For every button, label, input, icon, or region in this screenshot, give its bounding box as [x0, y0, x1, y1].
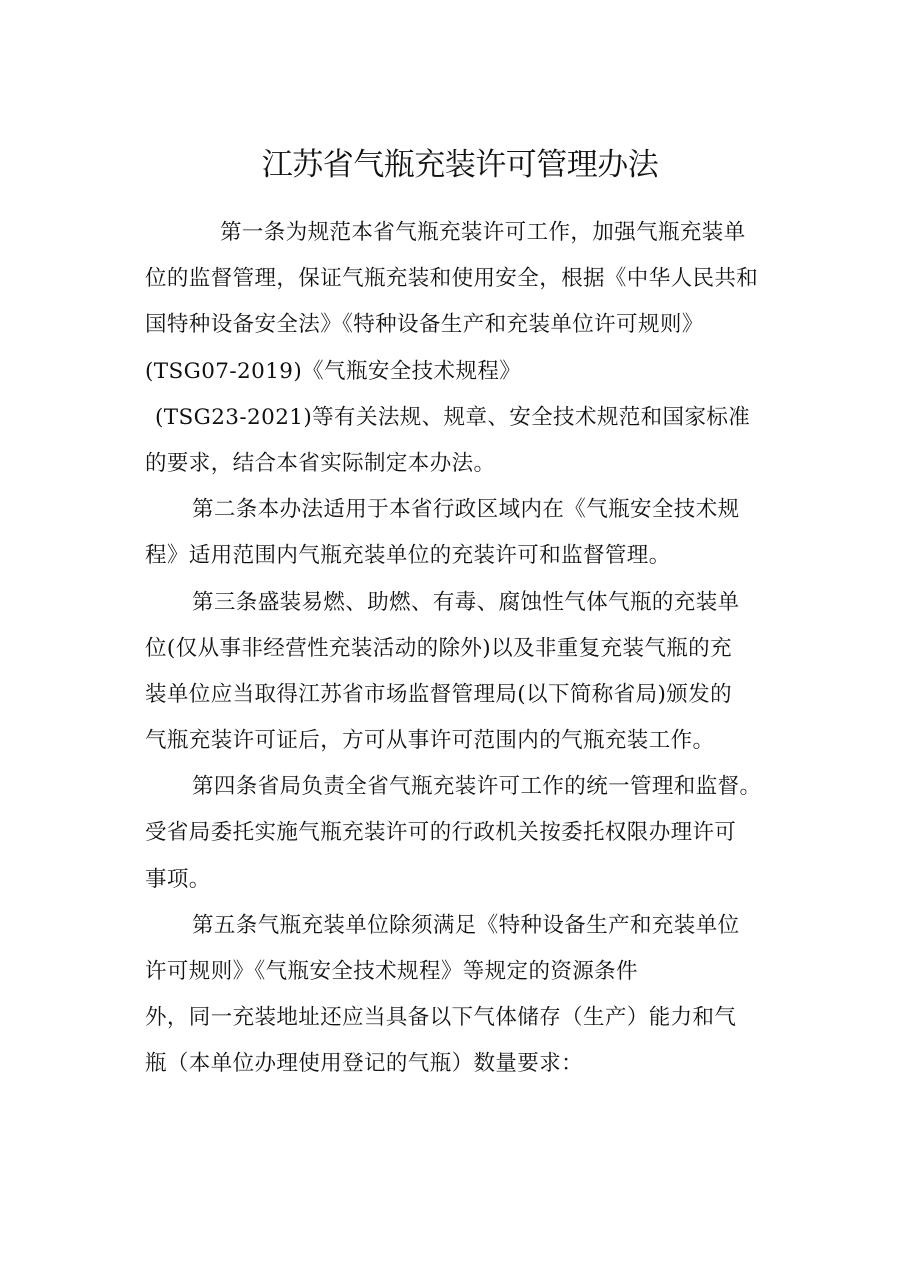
article-5-line-1: 第五条气瓶充装单位除须满足《特种设备生产和充装单位 [192, 912, 740, 938]
article-1-line-4: (TSG07-2019)《气瓶安全技术规程》 [145, 358, 522, 384]
article-3-line-4: 气瓶充装许可证后，方可从事许可范围内的气瓶充装工作。 [145, 728, 715, 754]
article-3-line-2: 位(仅从事非经营性充装活动的除外)以及非重复充装气瓶的充 [145, 635, 732, 661]
article-1-line-5: (TSG23-2021)等有关法规、规章、安全技术规范和国家标准 [155, 404, 751, 430]
article-4-line-2: 受省局委托实施气瓶充装许可的行政机关按委托权限办理许可 [145, 820, 737, 846]
article-5-line-2: 许可规则》《气瓶安全技术规程》等规定的资源条件 [145, 959, 638, 984]
article-5-line-4: 瓶（本单位办理使用登记的气瓶）数量要求： [145, 1051, 584, 1077]
article-5-line-3: 外，同一充装地址还应当具备以下气体储存（生产）能力和气 [145, 1005, 737, 1031]
article-3-line-3: 装单位应当取得江苏省市场监督管理局(以下简称省局)颁发的 [145, 681, 732, 707]
document-body [145, 210, 795, 1088]
article-4-line-3: 事项。 [145, 866, 211, 892]
article-1-line-2: 位的监督管理，保证气瓶充装和使用安全，根据《中华人民共和 [145, 266, 759, 292]
article-1-line-3: 国特种设备安全法》《特种设备生产和充装单位许可规则》 [145, 312, 704, 338]
document-title: 江苏省气瓶充装许可管理办法 [261, 147, 659, 183]
article-2-line-2: 程》适用范围内气瓶充装单位的充装许可和监督管理。 [145, 543, 671, 569]
article-1-line-1: 第一条为规范本省气瓶充装许可工作，加强气瓶充装单 [220, 220, 746, 245]
article-1-line-6: 的要求，结合本省实际制定本办法。 [145, 450, 496, 476]
article-2-line-1: 第二条本办法适用于本省行政区域内在《气瓶安全技术规 [192, 497, 740, 523]
article-4-line-1: 第四条省局负责全省气瓶充装许可工作的统一管理和监督。 [192, 774, 762, 800]
article-3-line-1: 第三条盛装易燃、助燃、有毒、腐蚀性气体气瓶的充装单 [192, 589, 740, 615]
